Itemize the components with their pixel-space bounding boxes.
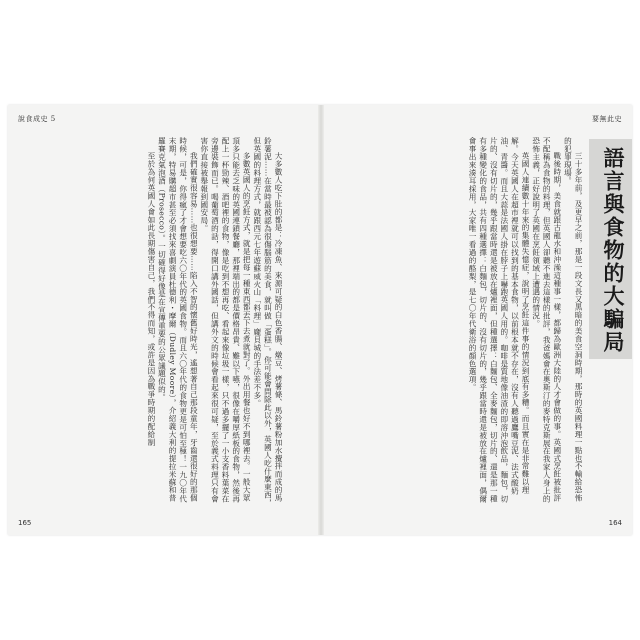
running-head-right: 要無此史 — [592, 115, 622, 123]
paragraph: 英國人連續數十年來的集體失憶症，說明了烹飪這件事的情況到底有多糟。而且實在是非常難以理解。今天英國人在超市裡就可以找到的基本食物，以前根本就不存在，沒有人聽過鷹嘴豆泥、法式酸奶油、青醬。而且大蒜是法國人掛在脖子上嚇跑英國人用的。咖啡是質地像油渣的即溶沖泡飲品，麵包，切片的、沒有切片的，幾乎跟當時還是被放在爐裡面，但種選擇：白麵包、全麥麵包，切片的、還是那一種有多種變化的食品，共有四種選擇：白麵包，切片的、沒有切片的，幾乎跟當時還是被放在爐裡面，偶爾會事出來湊耳採用，大家唯一看過的酪梨，是七〇年代衛浴的顏色選項。 — [468, 137, 531, 503]
paragraph: 多數英國人的烹飪方式，就是把每一種東西都丟下去煮就對了。外出用餐也好不到哪裡去。一般大眾頂多只能去乏味的英國連鎖餐廳，那裡端出的都是價格昂貴、難以下嚥，很像在嚼厚紙板的食物，然後再配上一杯勁辣、酒吧裡的食物，像是吃到不想再吃、看起來像垃圾一樣，只不過多擺了一小支香料葉菜在旁邊裝飾而已。喝葡萄酒的話，得開口講外國話，但講外文的時候會看起來很可疑，至於義式料理只有會害你直接被舉報到國安局。 — [199, 137, 252, 503]
paragraph: 至於為何英國人會如此長期傷害自己，我們不得而知，或許是因為戰爭時期的配給制 — [146, 152, 156, 447]
page-number-right: 164 — [608, 519, 622, 527]
left-page — [8, 105, 318, 535]
paragraph: 戰後時期，美食就跟古龍水和沖澡這種事一樣，都歸為歐洲大陸的人才會做的事。英國式烹飪被批評不配稱為食物的料理，但英國人卻聽不進去這樣的批評，我爸媽會在奧斯汀的麥特克斯展在我家人身上的恐怖主義，正好說明了英國在烹飪領域上遭遇的情況。 — [531, 137, 562, 503]
page-number-left: 165 — [18, 519, 32, 527]
paragraph: 大多數人吃下肚的都是：冷凍魚、來源可疑的白色香腸、燉豆、烤薯條、馬鈴薯粉加水攪拌而成的馬鈴薯泥……在當時最被認為很傷腦筋的美食，就叫做「蛋糕」。你可能會問除此以外，英國人吃什麼東西，但英國的料理方式，就跟西元七年遊蘇威火山「料理」龐貝城的手法差不多。 — [252, 137, 283, 507]
running-head-left: 說食成史 5 — [18, 115, 56, 123]
chapter-title-box — [589, 139, 632, 359]
chapter-title: 語言與食物的大騙局 — [601, 147, 626, 354]
right-page-body — [343, 137, 583, 507]
book-spread — [8, 105, 632, 535]
paragraph: 我們確實很容易……也很想要……陷入不智的懷舊好時光，遙想著自己那段童年，牙齒還很好的那個時候，可是，你得瘋了才會想要吃六〇年代的英國食物。而且六〇年代的食物更是可怕至極！一九〇年代末期，特易購超市甚至必須找來喜劇演員杜德利・摩爾（Dudley Moore），介紹義大利的提拉米蘇和普羅賽克氣泡酒（Prosecco）。一切確得好像是在宣傳重要的公眾議題似的。 — [157, 137, 199, 503]
paragraph: 三十多年前，及更早之前，那是一段文長又黑暗的美食空洞時期，那時的英國料理一點也不輸給恐怖的犯罪現場。 — [563, 137, 583, 502]
left-page-body — [13, 137, 283, 507]
right-page — [324, 105, 632, 535]
